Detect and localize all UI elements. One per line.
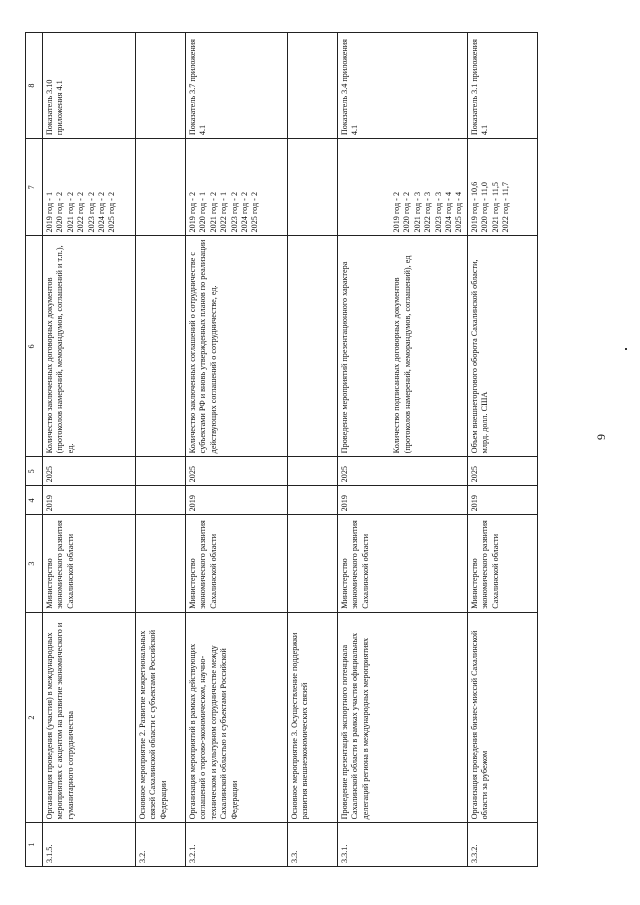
- value-line: 2024 год - 4: [444, 191, 454, 233]
- row-number: 3.2.1.: [186, 823, 288, 867]
- activity-name: Основное мероприятие 3. Осуществление поддержки развития внешнеэкономических связей: [288, 612, 338, 823]
- end-year: 2025: [338, 457, 468, 486]
- value-line: 2023 год - 2: [229, 191, 239, 233]
- value-line: 2019 год - 2: [188, 191, 197, 233]
- executor: Министерство экономического развития Сахалинской области: [186, 515, 288, 612]
- executor: Министерство экономического развития Сахалинской области: [467, 515, 537, 612]
- column-header: 1: [26, 823, 43, 867]
- indicator-bottom: Количество подписанных договорных документов (протоколов намерений, меморандумов, соглашений), ед: [392, 255, 412, 454]
- table-row: [338, 33, 468, 867]
- header-row: [26, 33, 43, 867]
- activity-name: Организация проведения бизнес-миссий Сахалинской области за рубежом: [467, 612, 537, 823]
- value-line: 2021 год - 3: [412, 191, 422, 233]
- indicator-reference: Показатель 3.10 приложения 4.1: [43, 33, 136, 139]
- indicator-reference: Показатель 3.7 приложения 4.1: [186, 33, 288, 139]
- value-line: 2024 год - 2: [240, 191, 250, 233]
- executor: Министерство экономического развития Сахалинской области: [43, 515, 136, 612]
- value-line: 2025 год - 2: [107, 191, 117, 233]
- value-line: 2019 год - 1: [45, 191, 54, 233]
- column-header: 4: [26, 486, 43, 515]
- value-line: 2022 год - 11,7: [501, 182, 511, 233]
- value-line: 2021 год - 2: [208, 191, 218, 233]
- column-header: 7: [26, 139, 43, 236]
- value-line: 2025 год - 2: [250, 191, 260, 233]
- scan-speck: [625, 348, 627, 350]
- indicator: Количество заключенных договорных документов (протоколов намерений, меморандумов, соглашений и т.п.), ед.: [43, 236, 136, 457]
- value-line: 2020 год - 2: [402, 191, 412, 233]
- value-line: 2021 год - 2: [65, 191, 75, 233]
- end-year: 2025: [467, 457, 537, 486]
- end-year: 2025: [43, 457, 136, 486]
- value-line: 2022 год - 2: [76, 191, 86, 233]
- value-line: 2020 год - 11,0: [480, 182, 490, 233]
- activity-name: Проведение презентаций экспортного потенциала Сахалинской области в рамках участия официальных делегаций региона в международных мероприятиях: [338, 612, 468, 823]
- value-line: 2019 год - 10,6: [469, 181, 479, 233]
- row-number: 3.1.5.: [43, 823, 136, 867]
- value-line: 2022 год - 1: [219, 191, 229, 233]
- row-number: 3.3.2.: [467, 823, 537, 867]
- table-row: [467, 33, 537, 867]
- indicator: Количество заключенных соглашений о сотрудничестве с субъектами РФ и вновь утвержденных планов по реализации действующих соглашений о сотрудничестве, ед.: [186, 236, 288, 457]
- end-year: 2025: [186, 457, 288, 486]
- row-number: 3.3.: [288, 823, 338, 867]
- value-line: 2020 год - 1: [198, 191, 208, 233]
- value-line: 2023 год - 2: [86, 191, 96, 233]
- program-activities-table: [25, 32, 538, 867]
- row-number: 3.2.: [136, 823, 186, 867]
- start-year: 2019: [43, 486, 136, 515]
- indicator-values: [467, 139, 537, 236]
- table-row: [186, 33, 288, 867]
- table-row: [288, 33, 338, 867]
- value-line: 2021 год - 11,5: [490, 182, 500, 233]
- column-header: 3: [26, 515, 43, 612]
- indicator-reference: Показатель 3.4 приложения 4.1: [338, 33, 468, 139]
- indicator-reference: Показатель 3.1 приложения 4.1: [467, 33, 537, 139]
- column-header: 5: [26, 457, 43, 486]
- value-line: 2020 год - 2: [55, 191, 65, 233]
- value-line: 2023 год - 3: [433, 191, 443, 233]
- activity-name: Организация мероприятий в рамках действующих соглашений о торгово-экономическом, научно-техническом и культурном сотрудничестве между Сахалинской областью и субъектами Российской Федерации: [186, 612, 288, 823]
- value-line: 2019 год - 2: [392, 191, 401, 233]
- indicator-top: Проведение мероприятий презентационного характера: [340, 261, 349, 454]
- row-number: 3.3.1.: [338, 823, 468, 867]
- value-line: 2022 год - 3: [423, 191, 433, 233]
- indicator: Объем внешнеторгового оборота Сахалинской области, млрд. долл. США: [467, 236, 537, 457]
- value-line: 2025 год - 4: [454, 191, 464, 233]
- indicator-values: [338, 139, 468, 236]
- column-header: 6: [26, 236, 43, 457]
- value-line: 2024 год - 2: [97, 191, 107, 233]
- executor: Министерство экономического развития Сахалинской области: [338, 515, 468, 612]
- indicator: [338, 236, 468, 457]
- column-header: 2: [26, 612, 43, 823]
- start-year: 2019: [186, 486, 288, 515]
- table-row: [43, 33, 136, 867]
- column-header: 8: [26, 33, 43, 139]
- activity-name: Основное мероприятие 2. Развитие межрегиональных связей Сахалинской области с субъектами Российской Федерации: [136, 612, 186, 823]
- indicator-values: [186, 139, 288, 236]
- start-year: 2019: [467, 486, 537, 515]
- table-row: [136, 33, 186, 867]
- indicator-values: [43, 139, 136, 236]
- activity-name: Организация проведения (участия) в международных мероприятиях с акцентом на развитие экономического и гуманитарного сотрудничества: [43, 612, 136, 823]
- start-year: 2019: [338, 486, 468, 515]
- page-number: 9: [594, 434, 608, 440]
